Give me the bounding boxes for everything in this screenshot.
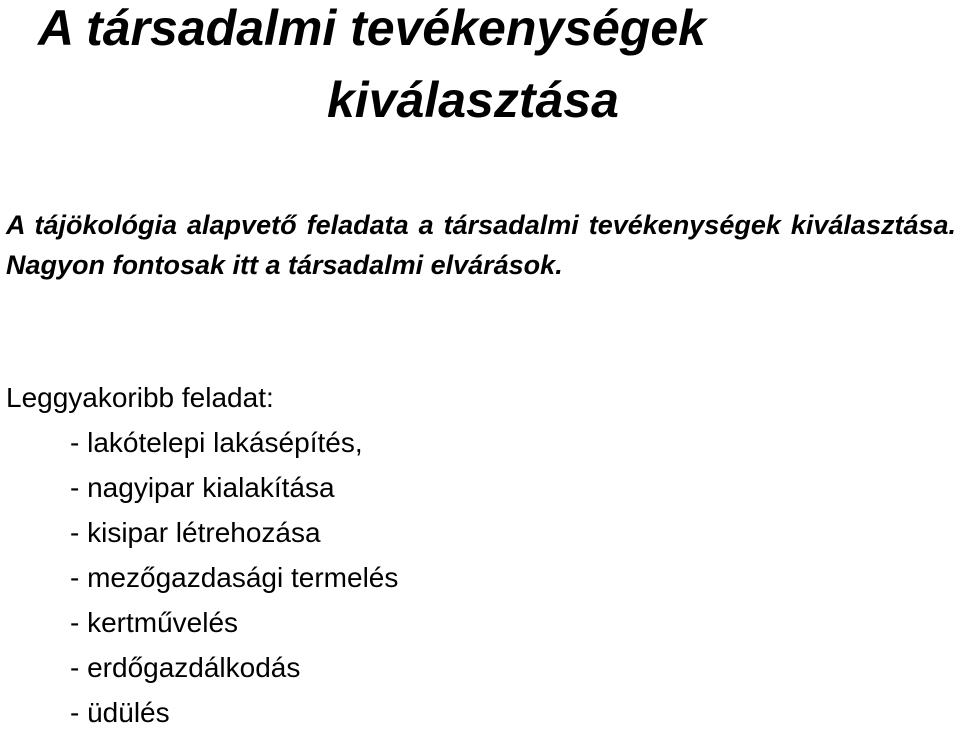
task-item: - kisipar létrehozása [70, 517, 321, 548]
intro-paragraph: A tájökológia alapvető feladata a társadalmi tevékenységek kiválasztása. Nagyon fontosak itt a társadalmi elvárások. [6, 210, 956, 280]
tasks-heading: Leggyakoribb feladat: [6, 382, 274, 413]
task-item: - erdőgazdálkodás [70, 652, 301, 683]
tasks-section [6, 375, 398, 735]
title-line-1: A társadalmi tevékenységek [38, 0, 706, 56]
task-item: - mezőgazdasági termelés [70, 562, 399, 593]
task-item: - kertművelés [70, 607, 239, 638]
task-list [6, 420, 398, 735]
task-item: - üdülés [70, 697, 170, 728]
task-item: - nagyipar kialakítása [70, 472, 335, 503]
title-line-2: kiválasztása [327, 72, 619, 128]
task-item: - lakótelepi lakásépítés, [70, 427, 363, 458]
